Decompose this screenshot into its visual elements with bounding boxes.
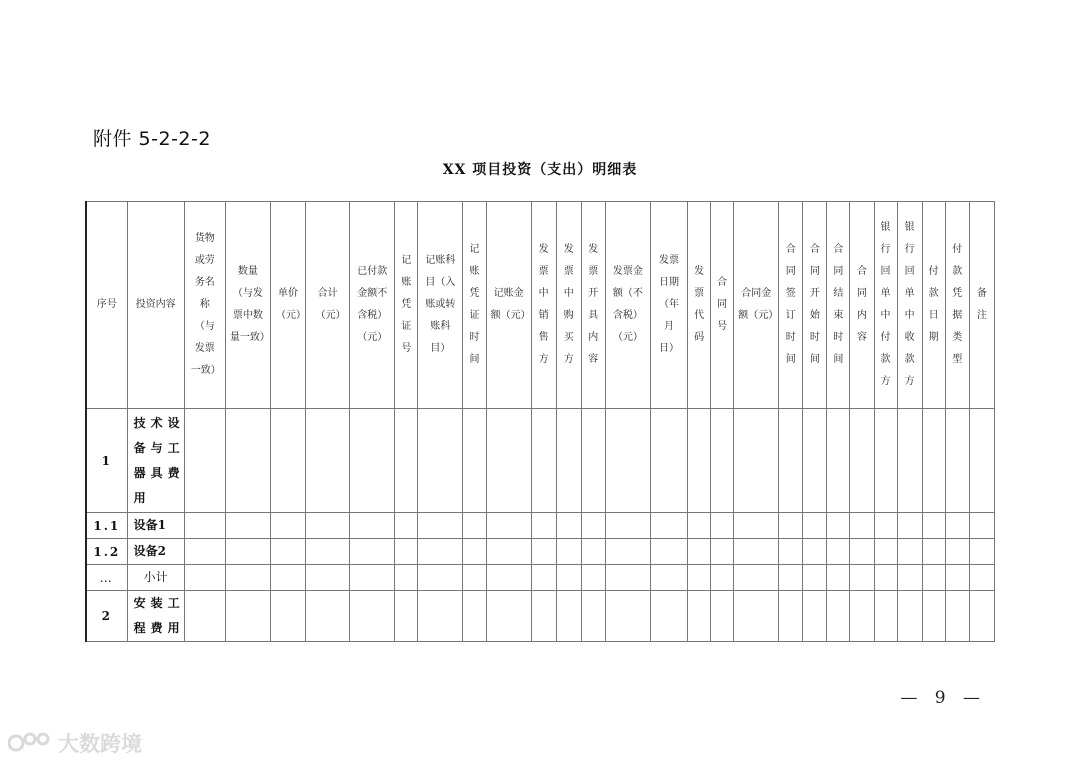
col-header-paid: 已付款金额不含税）（元） (350, 202, 395, 409)
col-header-pay-date: 付款日期 (922, 202, 945, 409)
col-header-qty: 数量（与发票中数量一致） (225, 202, 270, 409)
watermark-text: 大数跨境 (58, 732, 142, 756)
row-item: 设备2 (127, 539, 184, 565)
col-header-buyer: 发票中购买方 (556, 202, 581, 409)
investment-detail-table (85, 201, 995, 642)
col-header-subject: 记账科目（入账或转账科目） (418, 202, 463, 409)
table-row (86, 591, 995, 642)
col-header-no: 序号 (86, 202, 127, 409)
page-number: — 9 — (900, 688, 986, 708)
row-item: 设备1 (127, 513, 184, 539)
col-header-pay-voucher: 付款凭据类型 (945, 202, 969, 409)
col-header-contract-amount: 合同金额（元） (734, 202, 779, 409)
col-header-contract-no: 合同号 (711, 202, 734, 409)
col-header-contract-sign: 合同签订时间 (779, 202, 803, 409)
row-item: 安装工程费用 (127, 591, 184, 642)
col-header-contract-content: 合同内容 (850, 202, 874, 409)
col-header-price: 单价（元） (270, 202, 305, 409)
col-header-invoice-date: 发票日期（年月日） (650, 202, 687, 409)
col-header-content: 投资内容 (127, 202, 184, 409)
col-header-booked-amount: 记账金额（元） (486, 202, 531, 409)
col-header-bank-recv: 银行回单中收款方 (897, 202, 922, 409)
table-title: XX 项目投资（支出）明细表 (442, 162, 638, 178)
col-header-seller: 发票中销售方 (531, 202, 556, 409)
row-number: 1 (86, 409, 127, 513)
row-number: 2 (86, 591, 127, 642)
col-header-goods: 货物或劳务名称（与发票一致） (184, 202, 225, 409)
attachment-label: 附件 5-2-2-2 (93, 128, 211, 150)
col-header-invoice-amount: 发票金额（不含税）（元） (605, 202, 650, 409)
watermark-icon (8, 730, 54, 756)
row-number: … (86, 565, 127, 591)
row-item: 小计 (127, 565, 184, 591)
header-row (86, 202, 995, 409)
col-header-invoice-code: 发票代码 (688, 202, 711, 409)
row-item: 技术设备与工器具费用 (127, 409, 184, 513)
row-number: 1.1 (86, 513, 127, 539)
table-row (86, 539, 995, 565)
row-number: 1.2 (86, 539, 127, 565)
table-row (86, 513, 995, 539)
col-header-remark: 备注 (969, 202, 994, 409)
col-header-invoice-content: 发票开具内容 (581, 202, 605, 409)
table-row (86, 409, 995, 513)
col-header-total: 合计（元） (306, 202, 350, 409)
col-header-voucher-time: 记账凭证时间 (463, 202, 486, 409)
table-row (86, 565, 995, 591)
col-header-contract-end: 合同结束时间 (827, 202, 850, 409)
col-header-contract-start: 合同开始时间 (803, 202, 827, 409)
col-header-voucher-no: 记账凭证号 (395, 202, 418, 409)
watermark-logo (8, 728, 142, 758)
col-header-bank-pay: 银行回单中付款方 (874, 202, 897, 409)
